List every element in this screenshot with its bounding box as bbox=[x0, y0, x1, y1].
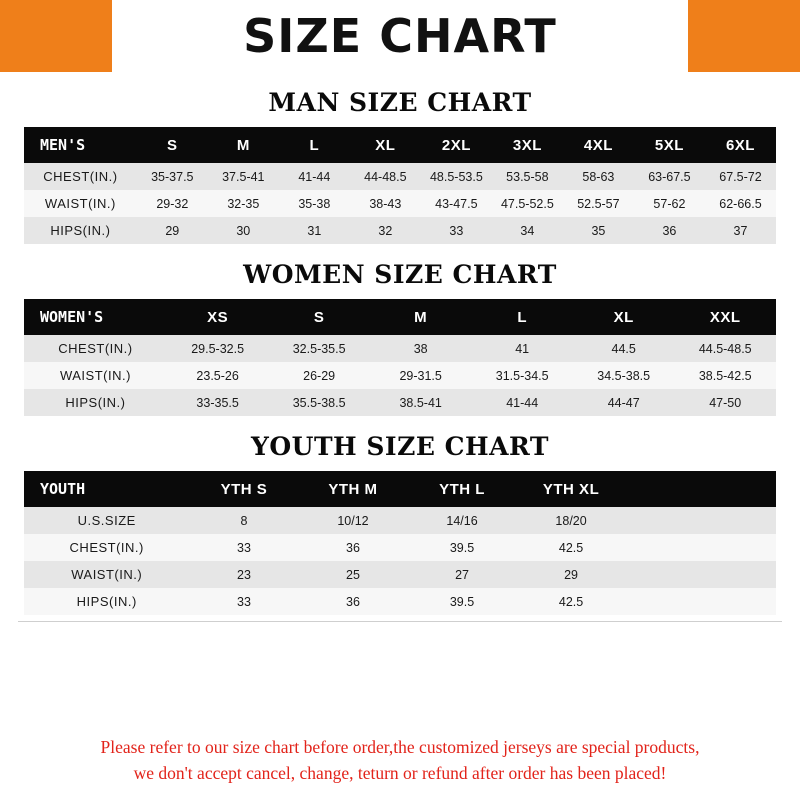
table-cell: 35-38 bbox=[298, 196, 331, 211]
table-cell-empty bbox=[626, 561, 776, 588]
row-header: CHEST(IN.) bbox=[58, 341, 133, 356]
column-header: YTH XL bbox=[542, 480, 600, 498]
return-policy-note bbox=[0, 725, 800, 800]
man-table-body bbox=[24, 163, 776, 244]
youth-table-body bbox=[24, 507, 776, 615]
table-cell: 38.5-41 bbox=[399, 395, 442, 410]
column-header: YTH S bbox=[220, 480, 268, 498]
column-header: 3XL bbox=[512, 136, 542, 154]
column-header: WOMEN'S bbox=[40, 308, 104, 326]
table-cell: 8 bbox=[240, 513, 248, 528]
youth-table-header bbox=[24, 471, 776, 507]
table-header-row bbox=[24, 299, 776, 335]
table-row bbox=[24, 588, 776, 615]
table-cell: 36 bbox=[662, 223, 677, 238]
table-row bbox=[24, 534, 776, 561]
youth-size-table bbox=[24, 471, 776, 615]
section-title-women: WOMEN SIZE CHART bbox=[243, 260, 557, 289]
table-cell: 32.5-35.5 bbox=[292, 341, 346, 356]
table-cell: 31 bbox=[307, 223, 322, 238]
table-cell: 63-67.5 bbox=[648, 169, 691, 184]
table-cell: 29-32 bbox=[156, 196, 189, 211]
row-header: CHEST(IN.) bbox=[43, 169, 118, 184]
column-header: 4XL bbox=[583, 136, 613, 154]
table-row bbox=[24, 507, 776, 534]
table-cell: 38.5-42.5 bbox=[698, 368, 752, 383]
column-header: YOUTH bbox=[40, 480, 86, 498]
table-cell: 36 bbox=[346, 594, 360, 609]
table-cell: 33 bbox=[237, 540, 251, 555]
column-header: S bbox=[313, 308, 325, 326]
table-cell: 42.5 bbox=[558, 540, 584, 555]
table-cell-empty bbox=[626, 507, 776, 534]
row-header: HIPS(IN.) bbox=[76, 594, 137, 609]
column-header: XXL bbox=[709, 308, 741, 326]
table-cell: 57-62 bbox=[653, 196, 686, 211]
table-cell: 35-37.5 bbox=[151, 169, 194, 184]
table-cell: 67.5-72 bbox=[719, 169, 762, 184]
table-cell: 38 bbox=[413, 341, 428, 356]
table-cell: 35.5-38.5 bbox=[292, 395, 346, 410]
section-title-youth: YOUTH SIZE CHART bbox=[251, 432, 549, 461]
row-header: CHEST(IN.) bbox=[69, 540, 144, 555]
column-header: L bbox=[309, 136, 320, 154]
column-header: 5XL bbox=[654, 136, 684, 154]
table-cell: 34 bbox=[520, 223, 535, 238]
column-header: YTH L bbox=[439, 480, 485, 498]
column-header: MEN'S bbox=[40, 136, 86, 154]
table-cell-empty bbox=[626, 588, 776, 615]
column-header: 6XL bbox=[725, 136, 755, 154]
table-cell: 37.5-41 bbox=[222, 169, 265, 184]
table-cell: 42.5 bbox=[558, 594, 584, 609]
table-cell: 38-43 bbox=[369, 196, 402, 211]
table-cell: 29 bbox=[165, 223, 180, 238]
women-table-header bbox=[24, 299, 776, 335]
table-cell: 47-50 bbox=[709, 395, 742, 410]
man-size-table bbox=[24, 127, 776, 244]
column-header: 2XL bbox=[441, 136, 471, 154]
table-header-row bbox=[24, 471, 776, 507]
table-row bbox=[24, 561, 776, 588]
column-header: XL bbox=[375, 136, 396, 154]
table-cell: 43-47.5 bbox=[435, 196, 478, 211]
table-row bbox=[24, 335, 776, 362]
row-header: HIPS(IN.) bbox=[65, 395, 126, 410]
table-cell: 32-35 bbox=[227, 196, 260, 211]
section-man bbox=[0, 72, 800, 244]
table-cell: 36 bbox=[346, 540, 360, 555]
table-cell: 44.5-48.5 bbox=[698, 341, 752, 356]
table-cell: 14/16 bbox=[446, 513, 478, 528]
column-header: YTH M bbox=[328, 480, 378, 498]
table-cell: 39.5 bbox=[449, 540, 475, 555]
table-cell: 18/20 bbox=[555, 513, 587, 528]
column-header-empty bbox=[626, 471, 776, 507]
table-cell: 32 bbox=[378, 223, 393, 238]
table-cell: 41-44 bbox=[298, 169, 331, 184]
page-title: SIZE CHART bbox=[243, 9, 557, 63]
table-cell: 31.5-34.5 bbox=[495, 368, 549, 383]
row-header: WAIST(IN.) bbox=[59, 368, 131, 383]
policy-line-2: we don't accept cancel, change, teturn or refund after order has been placed! bbox=[133, 762, 667, 783]
column-header: L bbox=[517, 308, 528, 326]
table-row bbox=[24, 190, 776, 217]
table-cell: 29.5-32.5 bbox=[191, 341, 245, 356]
banner-accent-right bbox=[688, 0, 800, 72]
table-cell: 33 bbox=[449, 223, 464, 238]
table-cell: 30 bbox=[236, 223, 251, 238]
table-cell: 62-66.5 bbox=[719, 196, 762, 211]
row-header: WAIST(IN.) bbox=[71, 567, 143, 582]
man-table-header bbox=[24, 127, 776, 163]
table-cell: 58-63 bbox=[582, 169, 615, 184]
section-title-man: MAN SIZE CHART bbox=[268, 88, 532, 117]
table-cell: 35 bbox=[591, 223, 606, 238]
banner-accent-left bbox=[0, 0, 112, 72]
table-cell: 25 bbox=[346, 567, 360, 582]
table-row bbox=[24, 163, 776, 190]
header-banner bbox=[0, 0, 800, 72]
table-cell: 29 bbox=[564, 567, 579, 582]
row-header: HIPS(IN.) bbox=[50, 223, 111, 238]
women-size-table bbox=[24, 299, 776, 416]
table-cell: 37 bbox=[733, 223, 748, 238]
table-cell: 47.5-52.5 bbox=[500, 196, 554, 211]
table-cell: 41 bbox=[515, 341, 530, 356]
table-cell: 27 bbox=[455, 567, 469, 582]
table-cell: 52.5-57 bbox=[577, 196, 620, 211]
column-header: M bbox=[236, 136, 250, 154]
column-header: S bbox=[167, 136, 178, 154]
table-cell: 10/12 bbox=[337, 513, 369, 528]
table-cell: 39.5 bbox=[449, 594, 475, 609]
table-cell-empty bbox=[626, 534, 776, 561]
table-header-row bbox=[24, 127, 776, 163]
table-cell: 23.5-26 bbox=[196, 368, 239, 383]
table-cell: 41-44 bbox=[506, 395, 539, 410]
table-cell: 29-31.5 bbox=[399, 368, 442, 383]
table-cell: 48.5-53.5 bbox=[429, 169, 483, 184]
section-youth bbox=[0, 416, 800, 615]
women-table-body bbox=[24, 335, 776, 416]
column-header: M bbox=[414, 308, 428, 326]
table-row bbox=[24, 217, 776, 244]
table-cell: 33 bbox=[237, 594, 251, 609]
column-header: XS bbox=[207, 308, 229, 326]
column-header: XL bbox=[613, 308, 634, 326]
policy-line-1: Please refer to our size chart before order,the customized jerseys are special products, bbox=[100, 737, 700, 758]
table-cell: 44-48.5 bbox=[364, 169, 407, 184]
table-cell: 44-47 bbox=[607, 395, 640, 410]
footer-divider bbox=[18, 621, 782, 622]
table-cell: 44.5 bbox=[611, 341, 636, 356]
row-header: U.S.SIZE bbox=[77, 513, 136, 528]
table-row bbox=[24, 362, 776, 389]
table-row bbox=[24, 389, 776, 416]
section-women bbox=[0, 244, 800, 416]
table-cell: 53.5-58 bbox=[506, 169, 549, 184]
table-cell: 33-35.5 bbox=[196, 395, 239, 410]
row-header: WAIST(IN.) bbox=[44, 196, 116, 211]
table-cell: 34.5-38.5 bbox=[597, 368, 651, 383]
table-cell: 23 bbox=[237, 567, 251, 582]
table-cell: 26-29 bbox=[303, 368, 336, 383]
